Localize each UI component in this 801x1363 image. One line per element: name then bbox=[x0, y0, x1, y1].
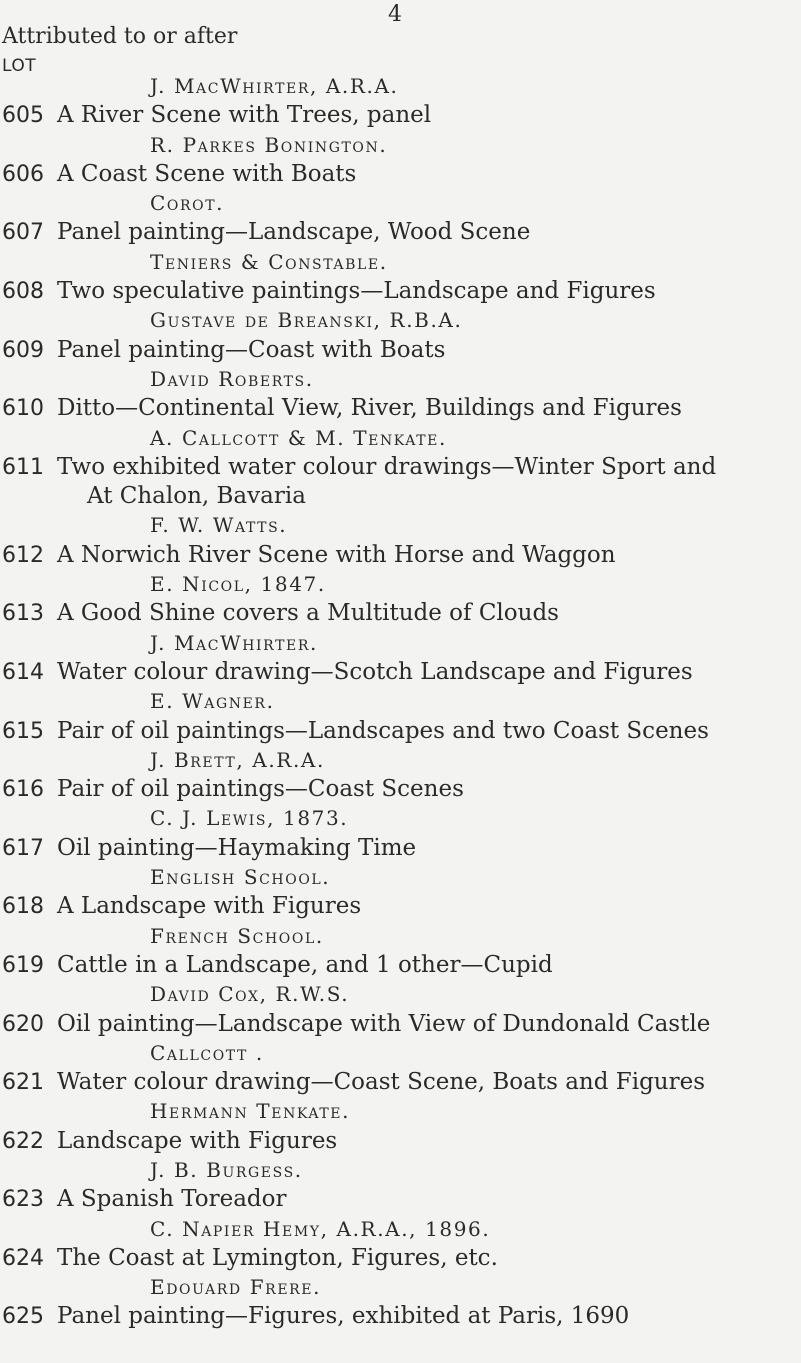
lot-number: 616 bbox=[2, 777, 44, 803]
lot-title: Two speculative paintings—Landscape and Figures bbox=[57, 278, 656, 305]
artist-attribution: Edouard Frere. bbox=[150, 1275, 322, 1300]
lot-entry-611 bbox=[0, 455, 801, 484]
lot-number: 620 bbox=[2, 1011, 44, 1037]
section-heading: Attributed to or after bbox=[2, 24, 238, 49]
lot-title: Pair of oil paintings—Landscapes and two Coast Scenes bbox=[57, 717, 709, 744]
lot-title: Water colour drawing—Scotch Landscape and Figures bbox=[57, 658, 693, 685]
lot-title: A Landscape with Figures bbox=[57, 893, 362, 920]
lot-entry-line bbox=[0, 1099, 801, 1128]
lot-title-continuation: At Chalon, Bavaria bbox=[87, 483, 306, 510]
artist-attribution: Teniers & Constable. bbox=[150, 249, 388, 274]
lot-entry-line bbox=[0, 74, 801, 103]
lot-entry-617 bbox=[0, 836, 801, 865]
artist-attribution: F. W. Watts. bbox=[150, 513, 288, 538]
lot-entry-line bbox=[0, 513, 801, 542]
lot-title: A River Scene with Trees, panel bbox=[57, 102, 432, 129]
lot-entry-line bbox=[0, 806, 801, 835]
artist-attribution: David Cox, R.W.S. bbox=[150, 982, 350, 1007]
lot-entry-line bbox=[0, 1041, 801, 1070]
lot-number: 610 bbox=[2, 396, 44, 422]
lot-title: Ditto—Continental View, River, Buildings and Figures bbox=[57, 395, 682, 422]
lot-title: A Coast Scene with Boats bbox=[57, 160, 357, 187]
artist-attribution: Corot. bbox=[150, 191, 225, 216]
artist-attribution: J. B. Burgess. bbox=[150, 1157, 303, 1182]
lot-entry-619 bbox=[0, 953, 801, 982]
lot-entry-line bbox=[0, 689, 801, 718]
artist-attribution: Hermann Tenkate. bbox=[150, 1099, 351, 1124]
lot-entry-line bbox=[0, 865, 801, 894]
lot-number: 621 bbox=[2, 1070, 44, 1096]
lot-number: 605 bbox=[2, 103, 44, 129]
lot-number: 607 bbox=[2, 220, 44, 246]
lot-entry-618 bbox=[0, 894, 801, 923]
lot-entry-line bbox=[0, 1275, 801, 1304]
artist-attribution: J. MacWhirter. bbox=[150, 630, 318, 655]
page-number: 4 bbox=[388, 2, 402, 27]
lot-title: Panel painting—Landscape, Wood Scene bbox=[57, 219, 531, 246]
lot-entry-line bbox=[0, 133, 801, 162]
artist-attribution: C. J. Lewis, 1873. bbox=[150, 806, 349, 831]
lot-entry-613 bbox=[0, 601, 801, 630]
lot-title: Cattle in a Landscape, and 1 other—Cupid bbox=[57, 951, 553, 978]
artist-attribution: C. Napier Hemy, A.R.A., 1896. bbox=[150, 1216, 491, 1241]
lot-entry-606 bbox=[0, 162, 801, 191]
lot-entry-621 bbox=[0, 1070, 801, 1099]
lot-number: 611 bbox=[2, 454, 44, 480]
lot-entry-610 bbox=[0, 396, 801, 425]
lot-entry-615 bbox=[0, 719, 801, 748]
lot-title: Two exhibited water colour drawings—Winter Sport and bbox=[57, 453, 717, 480]
lot-entry-609 bbox=[0, 338, 801, 367]
lot-column-header: LOT bbox=[2, 56, 37, 76]
lot-entry-line bbox=[0, 250, 801, 279]
lot-number: 613 bbox=[2, 601, 44, 627]
lot-title: Water colour drawing—Coast Scene, Boats and Figures bbox=[57, 1069, 706, 1096]
lot-number: 608 bbox=[2, 279, 44, 305]
lot-entry-624 bbox=[0, 1246, 801, 1275]
artist-attribution: French School. bbox=[150, 923, 324, 948]
lot-number: 618 bbox=[2, 894, 44, 920]
artist-attribution: J. MacWhirter, A.R.A. bbox=[150, 74, 399, 98]
artist-attribution: J. Brett, A.R.A. bbox=[150, 747, 325, 772]
artist-attribution: English School. bbox=[150, 865, 331, 890]
lot-entry-line bbox=[0, 748, 801, 777]
lot-number: 612 bbox=[2, 542, 44, 568]
lot-number: 614 bbox=[2, 659, 44, 685]
lot-entry-620 bbox=[0, 1012, 801, 1041]
lot-entry-line bbox=[0, 924, 801, 953]
lot-number: 615 bbox=[2, 718, 44, 744]
lot-entry-line bbox=[0, 572, 801, 601]
lot-entry-line bbox=[0, 484, 801, 513]
lot-title: Panel painting—Coast with Boats bbox=[57, 336, 446, 363]
lot-number: 624 bbox=[2, 1245, 44, 1271]
artist-attribution: R. Parkes Bonington. bbox=[150, 132, 388, 157]
lot-number: 623 bbox=[2, 1187, 44, 1213]
lot-entry-622 bbox=[0, 1129, 801, 1158]
lot-entry-623 bbox=[0, 1187, 801, 1216]
lot-number: 609 bbox=[2, 337, 44, 363]
lot-entry-608 bbox=[0, 279, 801, 308]
lot-entry-line bbox=[0, 1158, 801, 1187]
lot-title: A Norwich River Scene with Horse and Waggon bbox=[57, 541, 616, 568]
lot-entry-616 bbox=[0, 777, 801, 806]
lot-entry-line bbox=[0, 1217, 801, 1246]
lot-entry-line bbox=[0, 982, 801, 1011]
lot-entry-line bbox=[0, 367, 801, 396]
lot-entry-line bbox=[0, 308, 801, 337]
lot-entry-605 bbox=[0, 103, 801, 132]
lot-title: Oil painting—Haymaking Time bbox=[57, 834, 417, 861]
lot-entry-line bbox=[0, 191, 801, 220]
artist-attribution: E. Nicol, 1847. bbox=[150, 572, 326, 597]
artist-attribution: A. Callcott & M. Tenkate. bbox=[150, 425, 447, 450]
lot-entry-614 bbox=[0, 660, 801, 689]
artist-attribution: E. Wagner. bbox=[150, 689, 275, 714]
lot-entries bbox=[0, 74, 801, 1334]
lot-number: 606 bbox=[2, 161, 44, 187]
lot-number: 619 bbox=[2, 952, 44, 978]
artist-attribution: Callcott . bbox=[150, 1040, 264, 1065]
lot-number: 625 bbox=[2, 1304, 44, 1330]
lot-title: Pair of oil paintings—Coast Scenes bbox=[57, 776, 464, 803]
lot-number: 617 bbox=[2, 835, 44, 861]
lot-title: Panel painting—Figures, exhibited at Paris, 1690 bbox=[57, 1303, 630, 1330]
lot-title: Landscape with Figures bbox=[57, 1127, 338, 1154]
lot-entry-line bbox=[0, 426, 801, 455]
lot-title: A Good Shine covers a Multitude of Clouds bbox=[57, 600, 559, 627]
artist-attribution: David Roberts. bbox=[150, 366, 314, 391]
lot-title: The Coast at Lymington, Figures, etc. bbox=[57, 1244, 498, 1271]
lot-entry-612 bbox=[0, 543, 801, 572]
artist-attribution: Gustave de Breanski, R.B.A. bbox=[150, 308, 463, 333]
lot-entry-line bbox=[0, 631, 801, 660]
lot-title: Oil painting—Landscape with View of Dundonald Castle bbox=[57, 1010, 711, 1037]
lot-number: 622 bbox=[2, 1128, 44, 1154]
lot-entry-625 bbox=[0, 1304, 801, 1333]
lot-title: A Spanish Toreador bbox=[57, 1186, 287, 1213]
lot-entry-607 bbox=[0, 220, 801, 249]
